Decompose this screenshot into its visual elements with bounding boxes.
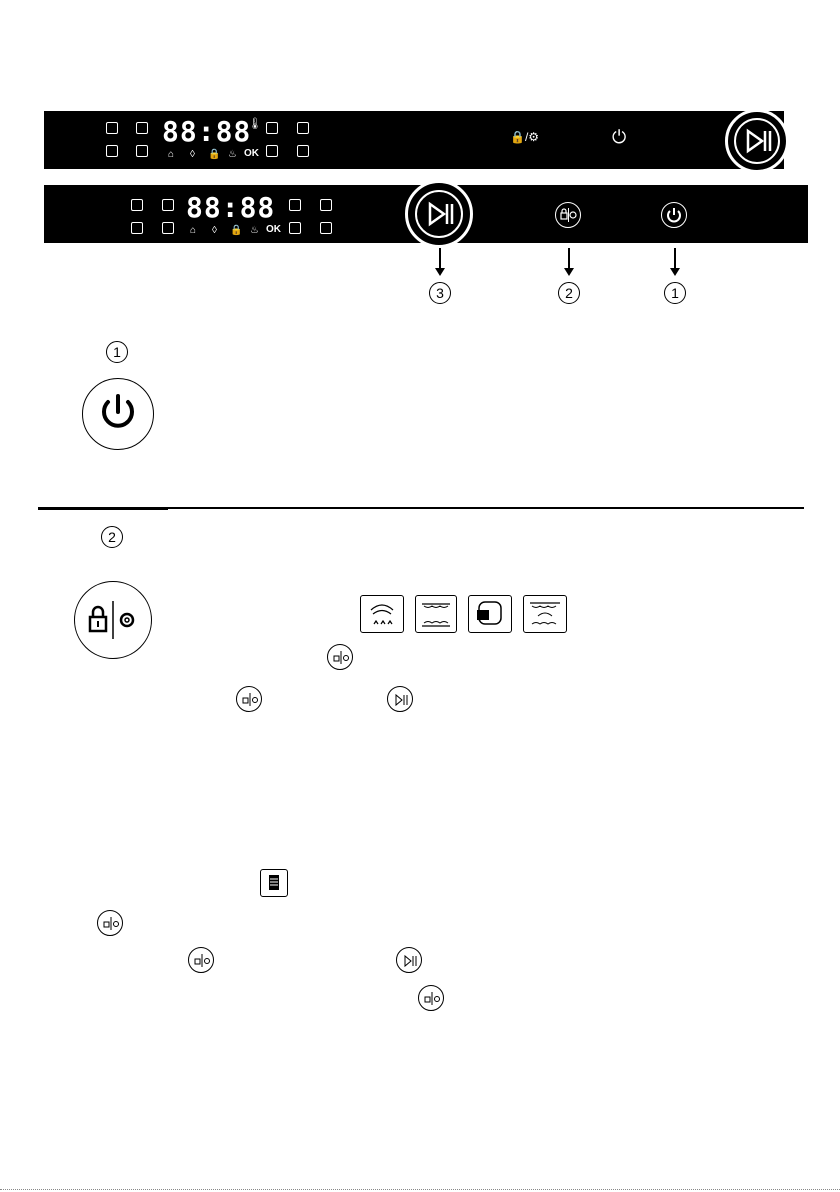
lock-settings-button[interactable] — [555, 202, 581, 228]
arrow-3-head — [435, 268, 445, 276]
time-display: 88:88 — [162, 115, 252, 148]
lock-settings-icon — [74, 581, 152, 659]
lock-settings-inline-icon — [236, 686, 262, 712]
probe-icon: ♨ — [250, 225, 259, 236]
lock-settings-icon — [555, 202, 581, 228]
grill-mode-icon — [106, 145, 118, 157]
callout-3: 3 — [429, 282, 451, 304]
power-icon — [82, 378, 154, 450]
reheat-icon — [320, 222, 332, 234]
callout-1: 1 — [664, 282, 686, 304]
probe-icon: ♨ — [228, 149, 237, 160]
program-icon — [266, 122, 278, 134]
section-1-number: 1 — [106, 341, 128, 363]
lock-settings-inline-icon — [418, 985, 444, 1011]
arrow-2-head — [564, 268, 574, 276]
ok-indicator: OK — [244, 148, 259, 159]
reheat-icon — [297, 145, 309, 157]
ok-indicator: OK — [266, 224, 281, 235]
pot-icon: ⌂ — [190, 225, 197, 236]
power-icon — [661, 202, 687, 228]
time-display: 88:88 — [186, 191, 276, 224]
steam-mode-icon — [360, 595, 404, 633]
user-profile-icon — [289, 222, 301, 234]
water-drop-icon: ◊ — [190, 149, 195, 160]
pot-icon: ⌂ — [168, 149, 175, 160]
lock-settings-button-illustration — [74, 581, 152, 659]
water-drop-icon: ◊ — [212, 225, 217, 236]
section-2-number: 2 — [101, 526, 123, 548]
control-panel-top — [44, 111, 784, 169]
oven-mode-icon — [162, 199, 174, 211]
callout-2: 2 — [558, 282, 580, 304]
control-panel-bottom — [44, 185, 808, 243]
play-pause-button[interactable] — [405, 180, 473, 248]
defrost-icon — [320, 199, 332, 211]
lock-settings-inline-icon — [97, 910, 123, 936]
play-pause-icon — [405, 180, 473, 248]
lock-settings-button[interactable]: 🔒/⚙ — [510, 130, 540, 144]
page-bottom-edge — [0, 1189, 840, 1191]
grill-mode-icon — [131, 222, 143, 234]
steam-mode-icon — [131, 199, 143, 211]
combi-steam-mode-icon — [523, 595, 567, 633]
oven-mode-icon — [136, 122, 148, 134]
power-button-illustration — [82, 378, 154, 450]
program-inline-icon — [260, 869, 288, 897]
play-pause-button[interactable] — [725, 109, 789, 173]
steam-mode-icon — [106, 122, 118, 134]
lock-icon: 🔒 — [208, 149, 221, 160]
fan-mode-icon — [162, 222, 174, 234]
power-button[interactable]: ⏻ — [612, 127, 627, 147]
play-pause-inline-icon — [396, 947, 422, 973]
play-pause-icon — [725, 109, 789, 173]
power-button[interactable] — [661, 202, 687, 228]
lock-settings-inline-icon — [327, 644, 353, 670]
arrow-2 — [568, 248, 570, 270]
arrow-1 — [674, 248, 676, 270]
fan-mode-icon — [136, 145, 148, 157]
lock-settings-inline-icon — [188, 947, 214, 973]
section-divider-accent — [38, 509, 168, 510]
air-fry-mode-icon — [468, 595, 512, 633]
lock-icon: 🔒 — [230, 225, 243, 236]
program-icon — [289, 199, 301, 211]
play-pause-inline-icon — [387, 686, 413, 712]
oven-mode-icon — [415, 595, 457, 633]
thermometer-icon: 🌡 — [248, 118, 262, 130]
user-profile-icon — [266, 145, 278, 157]
defrost-icon — [297, 122, 309, 134]
arrow-1-head — [670, 268, 680, 276]
arrow-3 — [439, 248, 441, 270]
